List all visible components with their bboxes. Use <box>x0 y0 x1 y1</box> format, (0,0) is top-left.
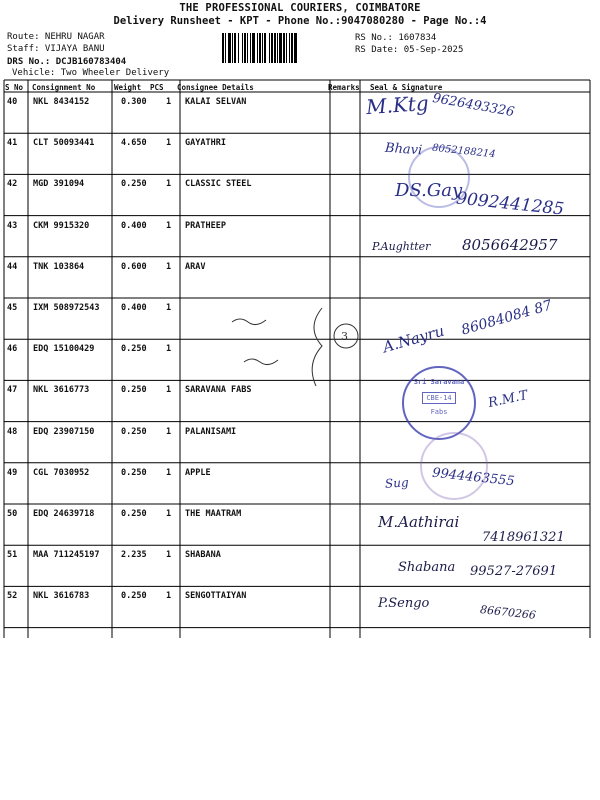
phone-row-41: 8052188214 <box>431 142 497 161</box>
phone-row-52: 86670266 <box>479 603 537 622</box>
row-41-weight: 4.650 <box>121 138 147 149</box>
stamp-code: CBE-14 <box>422 392 455 404</box>
signature-row-42: DS.Gay <box>395 180 463 201</box>
col-weight-header: Weight <box>114 83 142 92</box>
col-remarks-header: Remarks <box>328 83 360 92</box>
row-42-sno: 42 <box>7 179 18 190</box>
signature-row-46: A.Nayru <box>380 321 447 357</box>
route-label: Route: NEHRU NAGAR <box>7 32 105 42</box>
rs-number: RS No.: 1607834 <box>355 33 437 43</box>
row-44-consignee-name: ARAV <box>185 261 206 272</box>
row-40-sno: 40 <box>7 97 18 107</box>
phone-row-42: 9092441285 <box>455 188 565 220</box>
row-50-consignee-name: THE MAATRAM <box>185 509 242 519</box>
row-45-consignment-no: IXM 508972543 <box>33 303 100 313</box>
row-50-consignment-no: EDQ 24639718 <box>33 509 95 519</box>
row-51-weight: 2.235 <box>121 550 147 561</box>
row-51-pcs: 1 <box>166 550 172 561</box>
row-47-weight: 0.250 <box>121 385 147 396</box>
svg-text:3: 3 <box>341 330 348 343</box>
signature-row-41: Bhavi <box>384 140 423 159</box>
row-42-pcs: 1 <box>166 179 172 190</box>
runsheet-subtitle: Delivery Runsheet - KPT - Phone No.:9047080280 - Page No.:4 <box>113 15 487 27</box>
phone-row-46: 86084084 87 <box>459 297 554 339</box>
row-50-sno: 50 <box>7 509 18 519</box>
row-41-sno: 41 <box>7 138 18 149</box>
row-49-sno: 49 <box>7 467 18 478</box>
signature-row-52: P.Sengo <box>378 596 430 611</box>
phone-row-40: 9626493326 <box>431 90 516 121</box>
row-47-consignee-name: SARAVANA FABS <box>185 385 252 396</box>
row-41-pcs: 1 <box>166 138 172 149</box>
row-46-sno: 46 <box>7 344 18 355</box>
stamp-name: Sri Saravana <box>413 378 465 386</box>
row-43-pcs: 1 <box>166 220 172 231</box>
row-44-pcs: 1 <box>166 261 172 272</box>
row-52-consignee-name: SENGOTTAIYAN <box>185 591 247 602</box>
row-45-weight: 0.400 <box>121 303 147 313</box>
rs-date: RS Date: 05-Sep-2025 <box>355 45 464 55</box>
staff-label: Staff: VIJAYA BANU <box>7 44 105 54</box>
pencil-remarks-mark <box>220 300 370 390</box>
row-44-weight: 0.600 <box>121 261 147 272</box>
row-52-pcs: 1 <box>166 591 172 602</box>
row-49-weight: 0.250 <box>121 467 147 478</box>
row-41-consignment-no: CLT 50093441 <box>33 138 95 149</box>
row-47-pcs: 1 <box>166 385 172 396</box>
row-50-weight: 0.250 <box>121 509 147 519</box>
col-sno-header: S No <box>5 83 24 92</box>
row-47-consignment-no: NKL 3616773 <box>33 385 90 396</box>
row-47-sno: 47 <box>7 385 18 396</box>
signature-row-51: Shabana <box>398 560 456 575</box>
row-52-sno: 52 <box>7 591 18 602</box>
row-44-sno: 44 <box>7 261 18 272</box>
row-43-sno: 43 <box>7 220 18 231</box>
row-46-weight: 0.250 <box>121 344 147 355</box>
row-48-weight: 0.250 <box>121 426 147 437</box>
phone-row-43: 8056642957 <box>462 236 558 254</box>
signature-row-40: M.Ktg <box>365 90 430 120</box>
row-40-consignment-no: NKL 8434152 <box>33 97 90 107</box>
signature-row-43: P.Aughtter <box>372 240 431 253</box>
row-52-consignment-no: NKL 3616783 <box>33 591 90 602</box>
row-40-weight: 0.300 <box>121 97 147 107</box>
row-42-consignment-no: MGD 391094 <box>33 179 85 190</box>
company-title: THE PROFESSIONAL COURIERS, COIMBATORE <box>179 2 421 14</box>
row-43-consignment-no: CKM 9915320 <box>33 220 90 231</box>
row-51-consignment-no: MAA 711245197 <box>33 550 100 561</box>
row-49-pcs: 1 <box>166 467 172 478</box>
row-48-sno: 48 <box>7 426 18 437</box>
signature-row-47: R.M.T <box>486 388 530 411</box>
row-42-consignee-name: CLASSIC STEEL <box>185 179 252 190</box>
row-43-consignee-name: PRATHEEP <box>185 220 226 231</box>
signature-row-50: M.Aathirai <box>378 513 460 531</box>
col-seal-header: Seal & Signature <box>370 83 443 92</box>
col-consignment-header: Consignment No <box>32 83 96 92</box>
faded-stamp-icon <box>420 432 488 500</box>
row-41-consignee-name: GAYATHRI <box>185 138 226 149</box>
row-49-consignment-no: CGL 7030952 <box>33 467 90 478</box>
col-consignee-header: Consignee Details <box>177 83 254 92</box>
phone-row-49: 9944463555 <box>431 465 516 490</box>
row-40-pcs: 1 <box>166 97 172 107</box>
vehicle-label: Vehicle: Two Wheeler Delivery <box>12 68 170 78</box>
col-pcs-header: PCS <box>150 83 164 92</box>
row-46-consignment-no: EDQ 15100429 <box>33 344 95 355</box>
saravana-fabs-stamp <box>402 366 476 440</box>
row-51-sno: 51 <box>7 550 18 561</box>
row-50-pcs: 1 <box>166 509 172 519</box>
row-42-weight: 0.250 <box>121 179 147 190</box>
row-45-sno: 45 <box>7 303 18 313</box>
row-48-consignee-name: PALANISAMI <box>185 426 237 437</box>
row-45-pcs: 1 <box>166 303 172 313</box>
phone-row-51: 99527-27691 <box>470 564 558 579</box>
row-52-weight: 0.250 <box>121 591 147 602</box>
drs-label: DRS No.: DCJB160783404 <box>7 57 127 67</box>
stamp-sub: Fabs <box>430 408 448 416</box>
row-44-consignment-no: TNK 103864 <box>33 261 85 272</box>
row-51-consignee-name: SHABANA <box>185 550 221 561</box>
row-48-consignment-no: EDQ 23907150 <box>33 426 95 437</box>
row-43-weight: 0.400 <box>121 220 147 231</box>
row-40-consignee-name: KALAI SELVAN <box>185 97 247 107</box>
phone-row-50: 7418961321 <box>482 530 565 545</box>
signature-row-49: Sug <box>384 475 410 491</box>
row-49-consignee-name: APPLE <box>185 467 211 478</box>
row-48-pcs: 1 <box>166 426 172 437</box>
row-46-pcs: 1 <box>166 344 172 355</box>
